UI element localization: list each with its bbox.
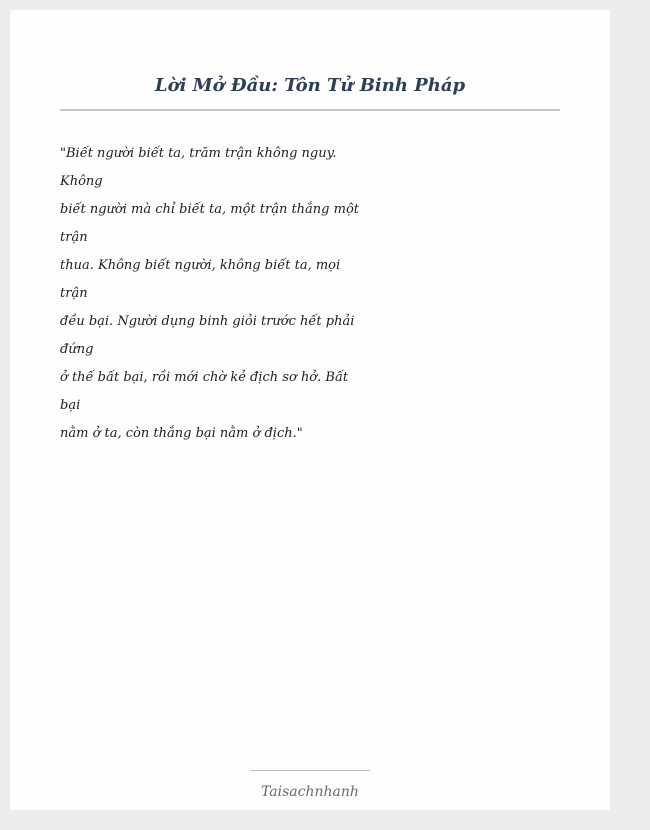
footer-divider <box>250 770 370 771</box>
quote-line: bại <box>60 398 81 413</box>
quote-line: nằm ở ta, còn thắng bại nằm ở địch." <box>60 426 303 441</box>
quote-text <box>60 140 360 448</box>
footer-brand: Taisachnhanh <box>261 784 359 800</box>
title-divider <box>60 109 560 111</box>
document-page <box>10 10 610 810</box>
quote-line: Không <box>60 174 103 189</box>
quote-line: đứng <box>60 342 94 357</box>
quote-line: ở thế bất bại, rồi mới chờ kẻ địch sơ hở. Bất <box>60 370 349 385</box>
quote-line: đều bại. Người dụng binh giỏi trước hết phải <box>60 314 355 329</box>
quote-line: thua. Không biết người, không biết ta, mọi <box>60 258 341 273</box>
quote-line: "Biết người biết ta, trăm trận không nguy. <box>60 146 337 161</box>
quote-line: trận <box>60 286 88 301</box>
quote-line: biết người mà chỉ biết ta, một trận thắng một <box>60 202 359 217</box>
page-title: Lời Mở Đầu: Tôn Tử Binh Pháp <box>154 75 466 96</box>
quote-line: trận <box>60 230 88 245</box>
